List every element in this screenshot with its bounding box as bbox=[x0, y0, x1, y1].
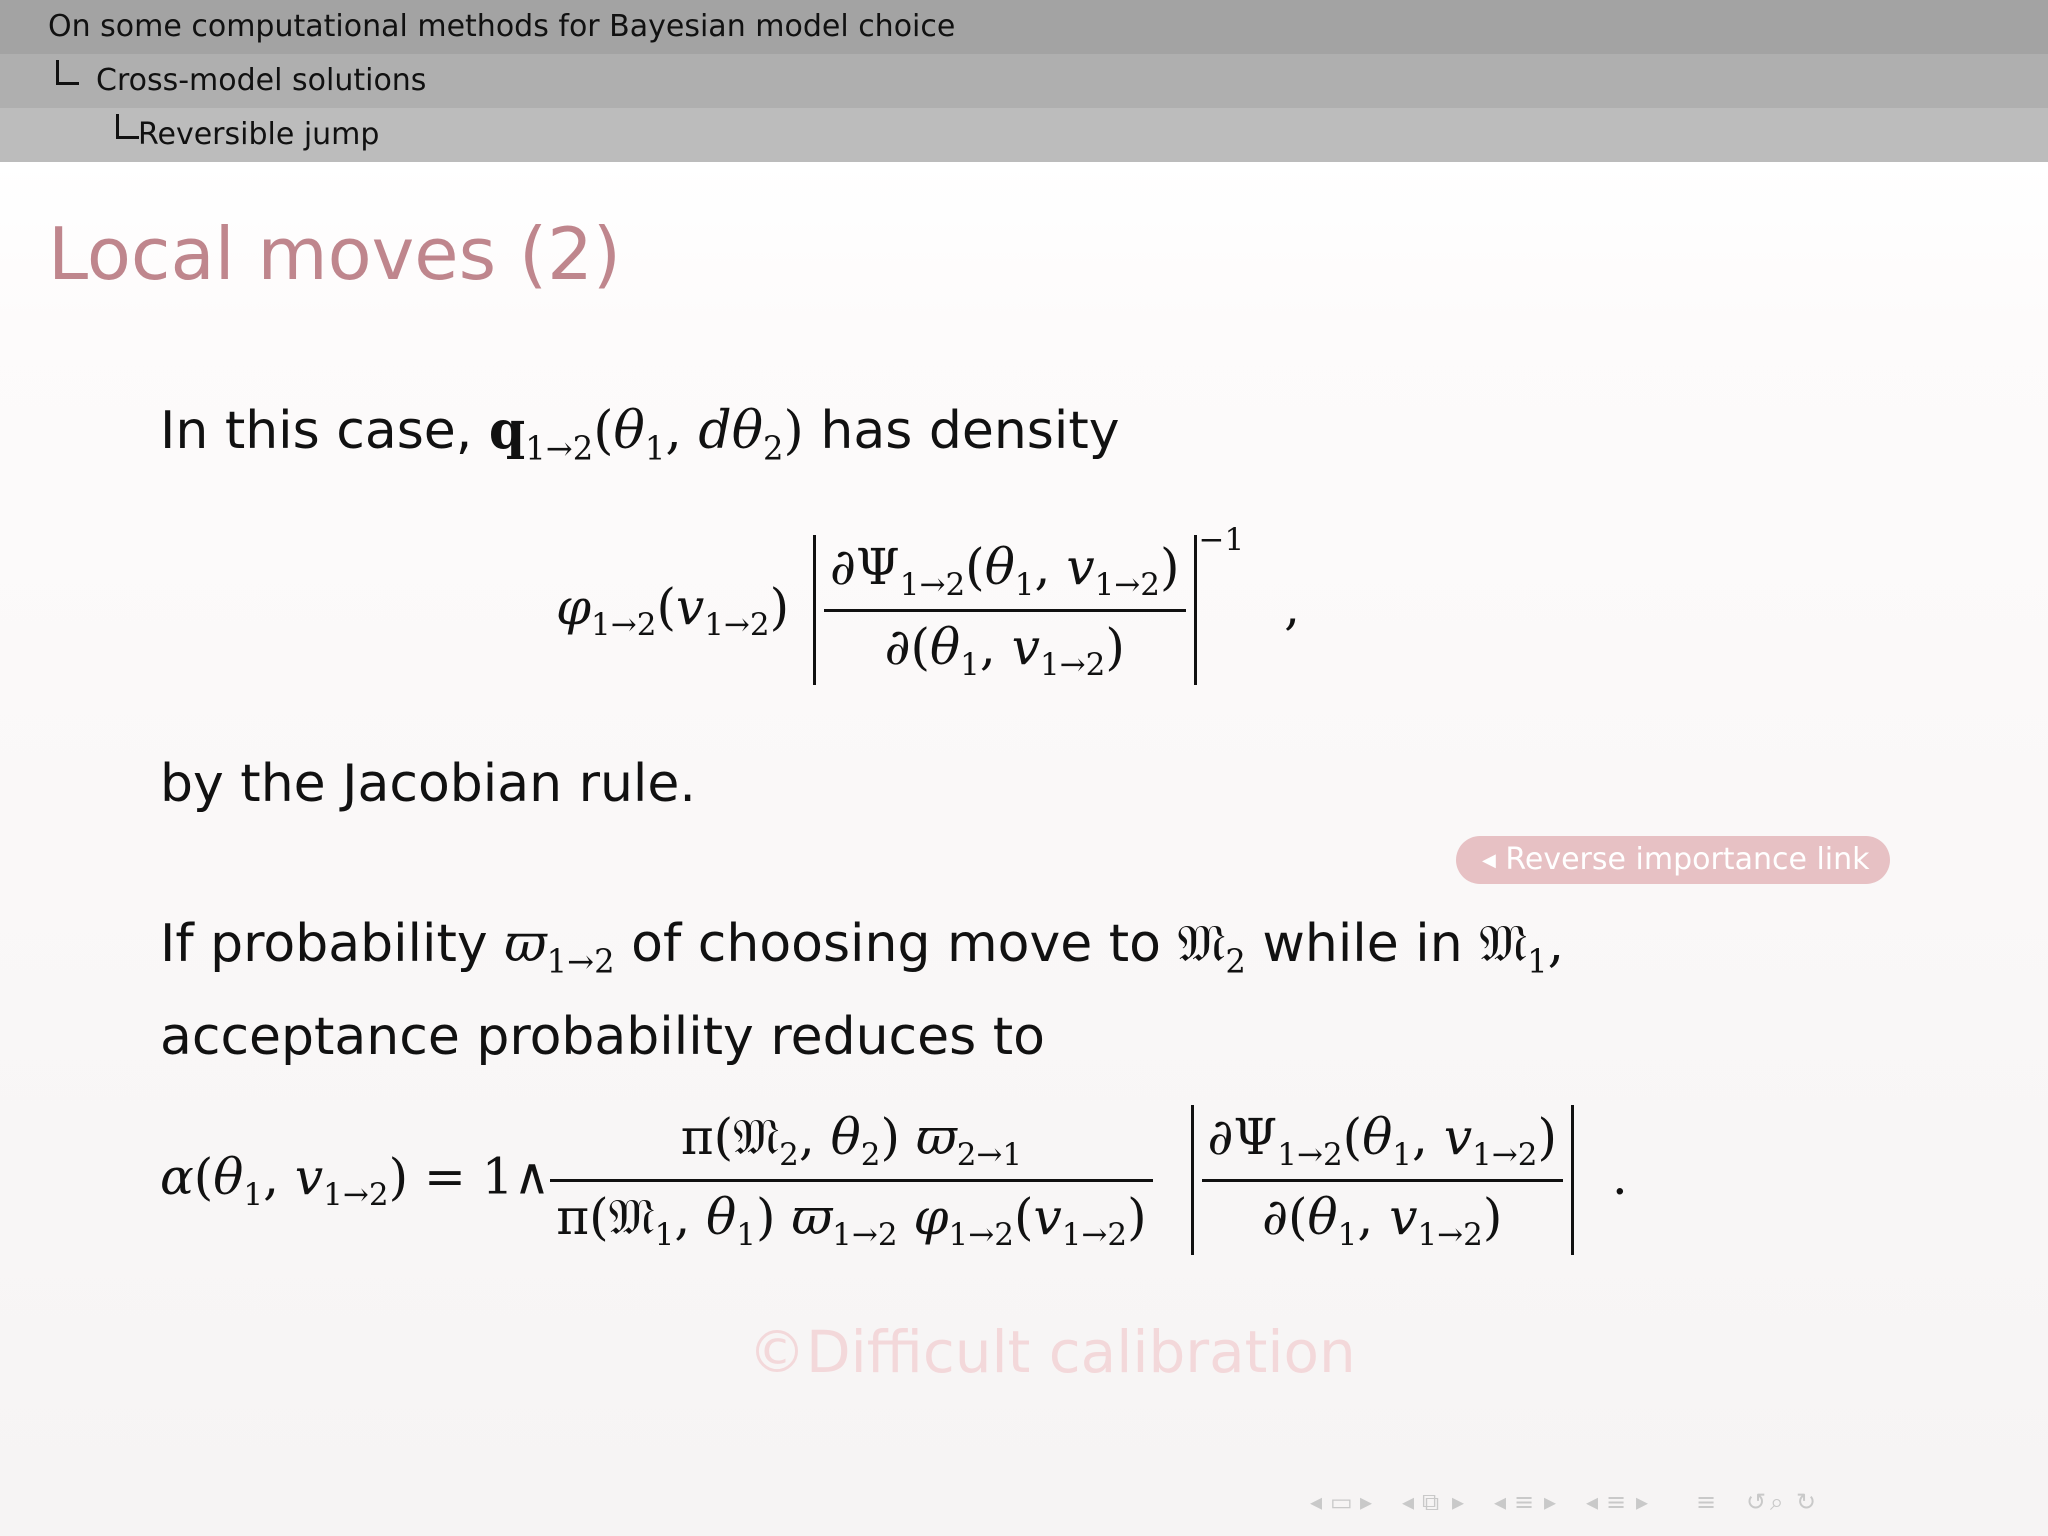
reverse-importance-link[interactable]: ◀ Reverse importance link bbox=[1456, 836, 1890, 884]
acceptance-ratio-fraction: $\frac{\pi(𝔐_2, \theta_2) ϖ_{2\to 1}}{\pi(𝔐_1, \theta_1) ϖ_{1\to 2} \varphi_{1\to 2}(v_{1\to 2})}$ bbox=[550, 1108, 1152, 1253]
jacobian-fraction: $\frac{\partial\Psi_{1\to 2}(\theta_1, v_{1\to 2})}{\partial(\theta_1, v_{1\to 2})}$ bbox=[824, 538, 1185, 683]
header-subsection-bar bbox=[0, 108, 2048, 162]
presentation-title[interactable]: On some computational methods for Bayesian model choice bbox=[48, 9, 956, 44]
search-icon[interactable]: ⌕ bbox=[1770, 1488, 1784, 1516]
acceptance-intro: If probability $ϖ_{1\to 2}$ of choosing move to 𝔐$_2$ while in 𝔐$_1$, acceptance probability reduces to bbox=[160, 914, 1565, 1068]
triangle-left-icon[interactable]: ◂ bbox=[1402, 1488, 1415, 1516]
redo-icon[interactable]: ↻ bbox=[1796, 1488, 1817, 1516]
jacobian-rule-text: by the Jacobian rule. bbox=[160, 754, 696, 814]
triangle-right-icon[interactable]: ▸ bbox=[1636, 1488, 1649, 1516]
tree-corner-icon bbox=[56, 60, 79, 85]
jacobian-fraction: $\frac{\partial\Psi_{1\to 2}(\theta_1, v_{1\to 2})}{\partial(\theta_1, v_{1\to 2})}$ bbox=[1202, 1108, 1563, 1253]
stack-icon[interactable]: ⧉ bbox=[1422, 1488, 1440, 1516]
section-title[interactable]: Cross-model solutions bbox=[96, 63, 427, 98]
density-intro: In this case, $q_{1\to 2}(\theta_1$, $d\theta_2$) has density bbox=[160, 400, 1120, 468]
subsection-title[interactable]: Reversible jump bbox=[138, 117, 380, 152]
triangle-right-icon[interactable]: ▸ bbox=[1452, 1488, 1465, 1516]
list-icon[interactable]: ≡ bbox=[1696, 1488, 1717, 1516]
triangle-left-icon: ◀ bbox=[1482, 850, 1496, 871]
list-icon[interactable]: ≡ bbox=[1606, 1488, 1627, 1516]
density-equation: $\varphi_{1\to 2}(v_{1\to 2})$ $\frac{\partial\Psi_{1\to 2}(\theta_1, v_{1\to 2})}{\partial(\theta_1, v_{1\to 2})}$ $^{-1}$ , bbox=[556, 535, 1300, 685]
triangle-right-icon[interactable]: ▸ bbox=[1360, 1488, 1373, 1516]
triangle-right-icon[interactable]: ▸ bbox=[1544, 1488, 1557, 1516]
triangle-left-icon[interactable]: ◂ bbox=[1494, 1488, 1507, 1516]
triangle-left-icon[interactable]: ◂ bbox=[1586, 1488, 1599, 1516]
tree-corner-icon bbox=[116, 114, 139, 139]
navigation-bar bbox=[1310, 1488, 2030, 1522]
acceptance-equation: $\alpha(\theta_1$, $v_{1\to 2}$) = 1∧ $\frac{\pi(𝔐_2, \theta_2) ϖ_{2\to 1}}{\pi(𝔐_1, \theta_1) ϖ_{1\to 2} \varphi_{1\to 2}(v_{1\to 2})}$ $\frac{\partial\Psi_{1\to 2}(\theta_1, v_{1\to 2})}{\partial(\theta_1, v_{1\to 2})}$ . bbox=[160, 1105, 1628, 1255]
proposal-kernel: $q_{1\to 2}(\theta_1$, $d\theta_2$) bbox=[488, 400, 804, 468]
list-icon[interactable]: ≡ bbox=[1514, 1488, 1535, 1516]
undo-icon[interactable]: ↺ bbox=[1746, 1488, 1767, 1516]
frame-icon[interactable]: ▭ bbox=[1330, 1488, 1353, 1516]
triangle-left-icon[interactable]: ◂ bbox=[1310, 1488, 1323, 1516]
watermark-text: ©Difficult calibration bbox=[748, 1318, 1356, 1386]
slide-title: Local moves (2) bbox=[48, 212, 621, 296]
header-section-bar bbox=[0, 54, 2048, 108]
header-presentation-title-bar bbox=[0, 0, 2048, 54]
